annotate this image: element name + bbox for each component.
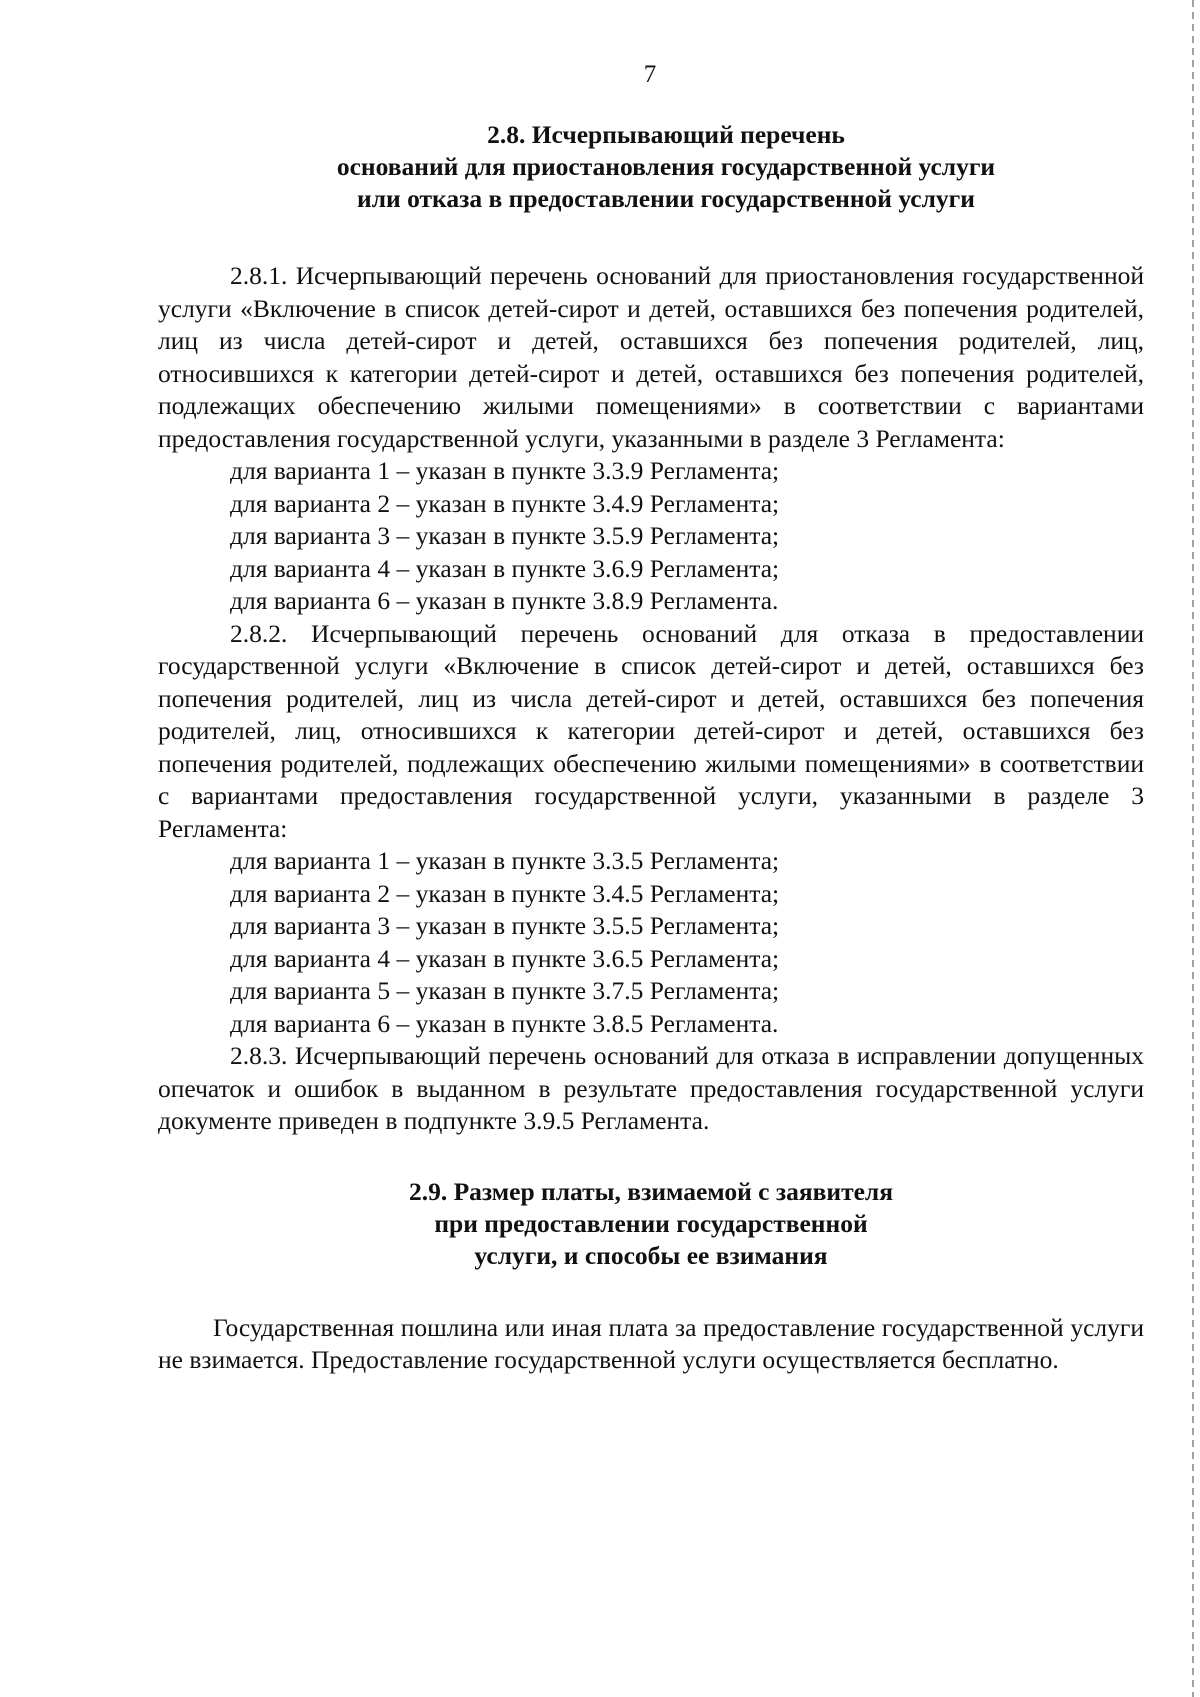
list-item: для варианта 2 – указан в пункте 3.4.9 Регламента; [230,488,780,518]
paragraph-2-8-3: 2.8.3. Исчерпывающий перечень оснований для отказа в исправлении допущенных опечаток и ошибок в выданном в результате предоставления государственной услуги документе приведен в подпункте 3.9.5 Регламента. [158,1041,1144,1135]
paragraph-fee: Государственная пошлина или иная плата за предоставление государственной услуги не взимается. Предоставление государственной услуги осуществляется бесплатно. [158,1312,1144,1374]
paragraph-2-8-1: 2.8.1. Исчерпывающий перечень оснований для приостановления государственной услуги «Включение в список детей-сирот и детей, оставшихся без попечения родителей, лиц из числа детей-сирот и детей, оставшихся без попечения родителей, лиц, относившихся к категории детей-сирот и детей, оставшихся без попечения родителей, подлежащих обеспечению жилыми помещениями» в соответствии с вариантами предоставления государственной услуги, указанными в разделе 3 Регламента: [158,261,1144,453]
section-2-9-heading-line: 2.9. Размер платы, взимаемой с заявителя [408,1176,894,1206]
refusal-variants-list [158,845,1144,1040]
list-item: для варианта 6 – указан в пункте 3.8.5 Регламента. [230,1008,779,1038]
list-item: для варианта 2 – указан в пункте 3.4.5 Регламента; [230,878,780,908]
section-2-8-heading-line: 2.8. Исчерпывающий перечень [487,120,845,149]
list-item: для варианта 6 – указан в пункте 3.8.9 Регламента. [230,586,779,615]
suspension-variants-list [158,455,1144,618]
section-2-9-heading [158,1176,1144,1272]
list-item: для варианта 4 – указан в пункте 3.6.9 Регламента; [230,553,780,583]
list-item: для варианта 5 – указан в пункте 3.7.5 Регламента; [230,976,780,1005]
list-item: для варианта 1 – указан в пункте 3.3.9 Регламента; [230,456,780,485]
list-item: для варианта 1 – указан в пункте 3.3.5 Регламента; [230,846,780,875]
section-2-9-heading-line: при предоставлении государственной [434,1208,868,1238]
list-item: для варианта 4 – указан в пункте 3.6.5 Регламента; [230,943,780,973]
scan-edge-artifact [1192,0,1194,1697]
section-2-8-heading-line: оснований для приостановления государственной услуги [336,152,996,181]
list-item: для варианта 3 – указан в пункте 3.5.9 Регламента; [230,521,780,550]
section-2-8-heading [188,119,1144,215]
page-number: 7 [643,61,657,88]
section-2-8-heading-line: или отказа в предоставлении государственной услуги [357,184,975,213]
section-2-9-heading-line: услуги, и способы ее взимания [474,1240,828,1270]
page-content [158,119,1144,1377]
paragraph-2-8-2: 2.8.2. Исчерпывающий перечень оснований для отказа в предоставлении государственной услуги «Включение в список детей-сирот и детей, оставшихся без попечения родителей, лиц из числа детей-сирот и детей, оставшихся без попечения родителей, лиц, относившихся к категории детей-сирот и детей, оставшихся без попечения родителей, подлежащих обеспечению жилыми помещениями» в соответствии с вариантами предоставления государственной услуги, указанными в разделе 3 Регламента: [158,618,1144,843]
list-item: для варианта 3 – указан в пункте 3.5.5 Регламента; [230,911,780,940]
